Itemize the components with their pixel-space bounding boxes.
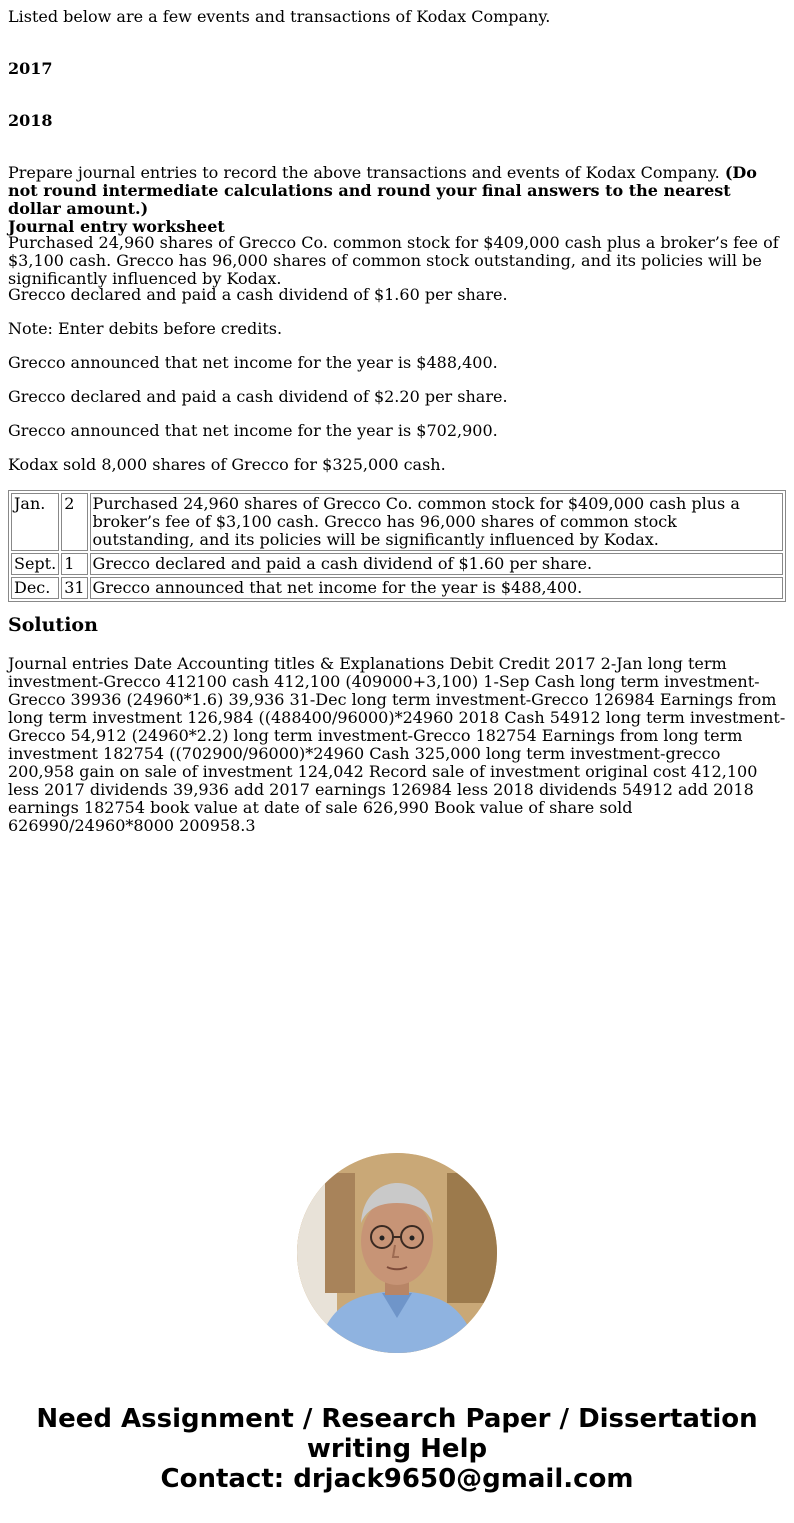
table-row xyxy=(11,493,783,551)
banner-line-1: Need Assignment / Research Paper / Dissertation xyxy=(36,1404,758,1434)
solution-heading: Solution xyxy=(8,614,98,636)
event-net-income-2018: Grecco announced that net income for the year is $702,900. xyxy=(8,421,498,440)
solution-body: Journal entries Date Accounting titles & Explanations Debit Credit 2017 2-Jan long term investment-Grecco 412100 cash 412,100 (409000+3,100) 1-Sep Cash long term investment-Grecco 39936 (24960*1.6) 39,936 31-Dec long term investment-Grecco 126984 Earnings from long term investment 126,984 ((488400/96000)*24960 2018 Cash 54912 long term investment-Grecco 54,912 (24960*2.2) long term investment-Grecco 182754 Earnings from long term investment 182754 ((702900/96000)*24960 Cash 325,000 long term investment-grecco 200,958 gain on sale of investment 124,042 Record sale of investment original cost 412,100 less 2017 dividends 39,936 add 2017 earnings 126984 less 2018 dividends 54912 add 2018 earnings 182754 book value at date of sale 626,990 Book value of share sold 626990/24960*8000 200958.3 xyxy=(8,654,786,835)
event-net-income-2017: Grecco announced that net income for the year is $488,400. xyxy=(8,353,498,372)
table-cell-month: Sept. xyxy=(11,553,59,575)
table-cell-description: Purchased 24,960 shares of Grecco Co. common stock for $409,000 cash plus a broker’s fee of $3,100 cash. Grecco has 96,000 shares of common stock outstanding, and its policies will be significantly influenced by Kodax. xyxy=(90,493,783,551)
instructions-text: Prepare journal entries to record the above transactions and events of Kodax Company. xyxy=(8,163,720,182)
table-cell-description: Grecco declared and paid a cash dividend of $1.60 per share. xyxy=(90,553,783,575)
instructions-bold: (Do not round intermediate calculations and round your final answers to the nearest dollar amount.) xyxy=(8,163,757,218)
table-cell-month: Jan. xyxy=(11,493,59,551)
table-row xyxy=(11,553,783,575)
table-row xyxy=(11,577,783,599)
intro-text: Listed below are a few events and transactions of Kodax Company. xyxy=(8,7,551,26)
table-cell-day: 1 xyxy=(61,553,87,575)
note-debits: Note: Enter debits before credits. xyxy=(8,319,283,338)
table-cell-month: Dec. xyxy=(11,577,59,599)
year-2017-heading: 2017 xyxy=(8,59,53,78)
table-cell-description: Grecco announced that net income for the year is $488,400. xyxy=(90,577,783,599)
events-table xyxy=(8,490,786,602)
portrait-illustration xyxy=(297,1153,497,1353)
contact-banner xyxy=(0,1404,794,1494)
year-2018-heading: 2018 xyxy=(8,111,53,130)
instructions xyxy=(8,164,786,236)
table-cell-day: 2 xyxy=(61,493,87,551)
author-photo xyxy=(297,1153,497,1353)
banner-line-2: writing Help xyxy=(306,1434,488,1464)
event-sale: Kodax sold 8,000 shares of Grecco for $325,000 cash. xyxy=(8,455,446,474)
event-dividend-2018: Grecco declared and paid a cash dividend of $2.20 per share. xyxy=(8,387,508,406)
event-dividend-2017: Grecco declared and paid a cash dividend of $1.60 per share. xyxy=(8,285,508,304)
banner-contact: Contact: drjack9650@gmail.com xyxy=(160,1464,634,1494)
worksheet-label: Journal entry worksheet xyxy=(8,217,225,236)
event-purchase: Purchased 24,960 shares of Grecco Co. common stock for $409,000 cash plus a broker’s fee of $3,100 cash. Grecco has 96,000 shares of common stock outstanding, and its policies will be significantly influenced by Kodax. xyxy=(8,233,779,288)
table-cell-day: 31 xyxy=(61,577,87,599)
